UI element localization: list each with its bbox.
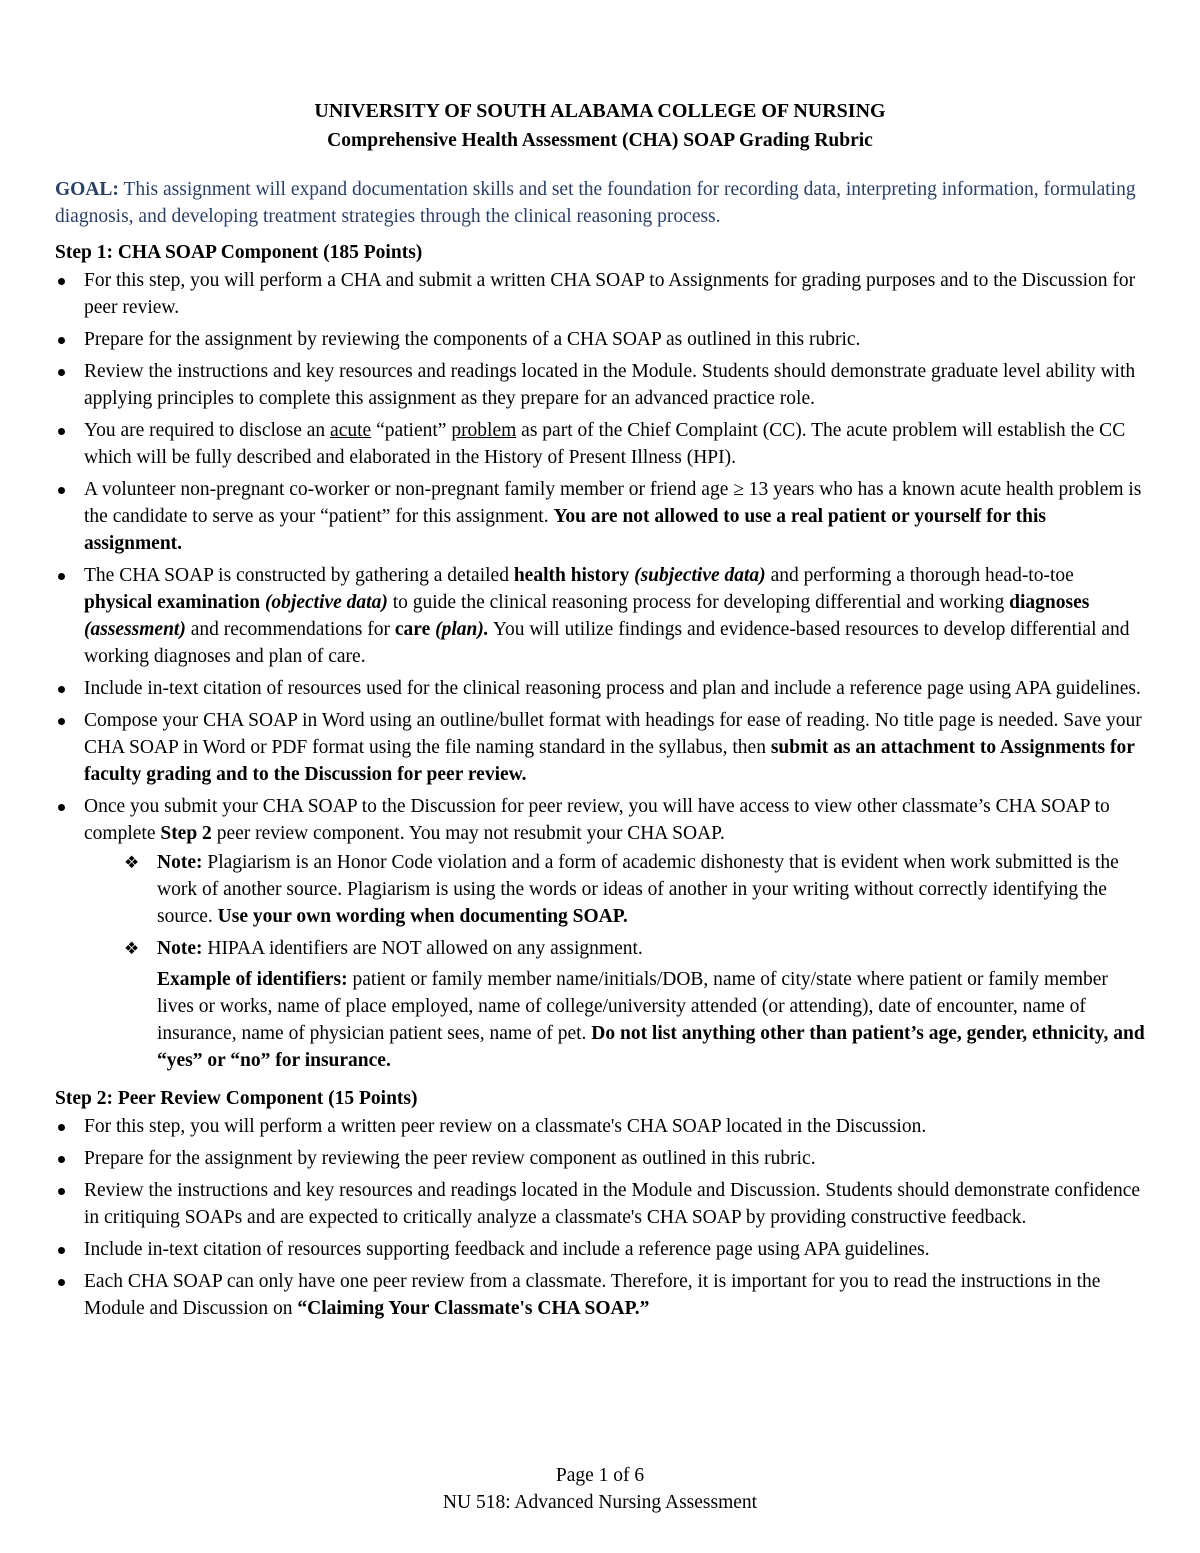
list-item (55, 326, 1145, 353)
bold-italic-text: (objective data) (260, 592, 388, 613)
text-run: You will utilize findings and evidence-based resources to develop differential and working diagnoses and plan of care. (84, 619, 1130, 667)
bold-text: Use your own wording when documenting SOAP. (217, 906, 628, 927)
notes-list (84, 849, 1145, 1074)
bold-italic-text: (assessment) (84, 619, 186, 640)
diamond-star-bullet-icon: ❖ (124, 853, 140, 872)
text-run: Plagiarism is an Honor Code violation and a form of academic dishonesty that is evident when work submitted is the work of another source. Plagiarism is using the words or ideas of another in your writing without correctly identifying the source. (157, 852, 1119, 927)
underlined-text: acute (330, 420, 372, 441)
text-run: and recommendations for (185, 619, 395, 640)
text-run: as part of the Chief Complaint (CC). The acute problem will establish the CC which will be fully described and elaborated in the History of Present Illness (HPI). (84, 420, 1126, 468)
bold-text: diagnoses (1009, 592, 1090, 613)
text-run: and performing a thorough head-to-toe (765, 565, 1074, 586)
list-item-text: Prepare for the assignment by reviewing the peer review component as outlined in this rubric. (84, 1148, 816, 1169)
list-item-text: Review the instructions and key resources and readings located in the Module. Students should demonstrate graduate level ability with applying principles to complete this assignment as they prepare for an advanced practice role. (84, 361, 1136, 409)
text-run: HIPAA identifiers are NOT allowed on any assignment. (202, 938, 643, 959)
text-run: Compose your CHA SOAP in Word using an outline/bullet format with headings for ease of reading. No title page is needed. Save your CHA SOAP in Word or PDF format using the file naming standard in the syllabus, then (84, 710, 1142, 758)
text-run: patient or family member name/initials/DOB, name of city/state where patient or family member lives or works, name of place employed, name of college/university attended (or attending), date of encounter, name of insurance, name of physician patient sees, name of pet. (157, 969, 1108, 1044)
list-item (55, 1236, 1145, 1263)
bold-text: health history (513, 565, 630, 586)
text-run: to guide the clinical reasoning process for developing differential and working (387, 592, 1010, 613)
bold-text: physical examination (84, 592, 261, 613)
text-run: Once you submit your CHA SOAP to the Discussion for peer review, you will have access to view other classmate’s CHA SOAP to complete (84, 796, 1110, 844)
step1-heading: Step 1: CHA SOAP Component (185 Points) (55, 242, 423, 263)
list-item (55, 1268, 1145, 1322)
list-item (55, 1145, 1145, 1172)
list-item-text: For this step, you will perform a CHA and submit a written CHA SOAP to Assignments for grading purposes and to the Discussion for peer review. (84, 270, 1136, 318)
goal-text: This assignment will expand documentation skills and set the foundation for recording data, interpreting information, formulating diagnosis, and developing treatment strategies through the clinical reasoning process. (55, 179, 1136, 227)
list-item-text: Prepare for the assignment by reviewing the components of a CHA SOAP as outlined in this rubric. (84, 329, 861, 350)
bold-text: Step 2 (160, 823, 212, 844)
text-run: The CHA SOAP is constructed by gathering a detailed (84, 565, 514, 586)
note-label: Note: (157, 852, 203, 873)
list-item (55, 793, 1145, 1074)
list-item (55, 358, 1145, 412)
list-item (55, 476, 1145, 557)
list-item (55, 562, 1145, 670)
page-number: Page 1 of 6 (555, 1465, 645, 1486)
step2-heading: Step 2: Peer Review Component (15 Points) (55, 1088, 418, 1109)
goal-label: GOAL: (55, 179, 119, 200)
list-item (55, 1177, 1145, 1231)
document-title: UNIVERSITY OF SOUTH ALABAMA COLLEGE OF NURSING (314, 100, 886, 122)
note-hipaa (84, 935, 1145, 1074)
bold-text: submit as an attachment to Assignments for faculty grading and to the Discussion for peer review. (84, 737, 1135, 785)
note-label: Note: (157, 938, 203, 959)
list-item-text: Include in-text citation of resources supporting feedback and include a reference page using APA guidelines. (84, 1239, 930, 1260)
page-footer (0, 1462, 1200, 1516)
bold-italic-text: (subjective data) (629, 565, 766, 586)
note-plagiarism (84, 849, 1145, 930)
text-run: A volunteer non-pregnant co-worker or non-pregnant family member or friend age ≥ 13 years who has a known acute health problem is the candidate to serve as your “patient” for this assignment. (84, 479, 1142, 527)
list-item-text: For this step, you will perform a written peer review on a classmate's CHA SOAP located in the Discussion. (84, 1116, 927, 1137)
step2-list (55, 1113, 1145, 1322)
identifiers-example (157, 966, 1145, 1074)
document-header (55, 96, 1145, 156)
list-item (55, 417, 1145, 471)
bold-text: You are not allowed to use a real patient or yourself for this assignment. (84, 506, 1047, 554)
list-item (55, 707, 1145, 788)
text-run: peer review component. You may not resubmit your CHA SOAP. (211, 823, 725, 844)
bold-italic-text: (plan). (430, 619, 489, 640)
document-subtitle: Comprehensive Health Assessment (CHA) SOAP Grading Rubric (327, 130, 873, 151)
list-item-text: Review the instructions and key resources and readings located in the Module and Discussion. Students should demonstrate confidence in critiquing SOAPs and are expected to critically analyze a classmate's CHA SOAP by providing constructive feedback. (84, 1180, 1140, 1228)
course-name: NU 518: Advanced Nursing Assessment (442, 1492, 758, 1513)
underlined-text: problem (451, 420, 517, 441)
list-item (55, 675, 1145, 702)
bold-text: care (394, 619, 431, 640)
goal-paragraph (55, 176, 1145, 230)
list-item (55, 1113, 1145, 1140)
text-run: You are required to disclose an (84, 420, 331, 441)
text-run: “patient” (371, 420, 452, 441)
list-item-text: Include in-text citation of resources used for the clinical reasoning process and plan and include a reference page using APA guidelines. (84, 678, 1141, 699)
step1-list (55, 267, 1145, 1074)
bold-text: “Claiming Your Classmate's CHA SOAP.” (297, 1298, 650, 1319)
bold-text: Do not list anything other than patient’s age, gender, ethnicity, and “yes” or “no” for insurance. (157, 1023, 1145, 1071)
list-item (55, 267, 1145, 321)
text-run: Each CHA SOAP can only have one peer review from a classmate. Therefore, it is important for you to read the instructions in the Module and Discussion on (84, 1271, 1101, 1319)
example-label: Example of identifiers: (157, 969, 348, 990)
diamond-star-bullet-icon: ❖ (124, 939, 140, 958)
